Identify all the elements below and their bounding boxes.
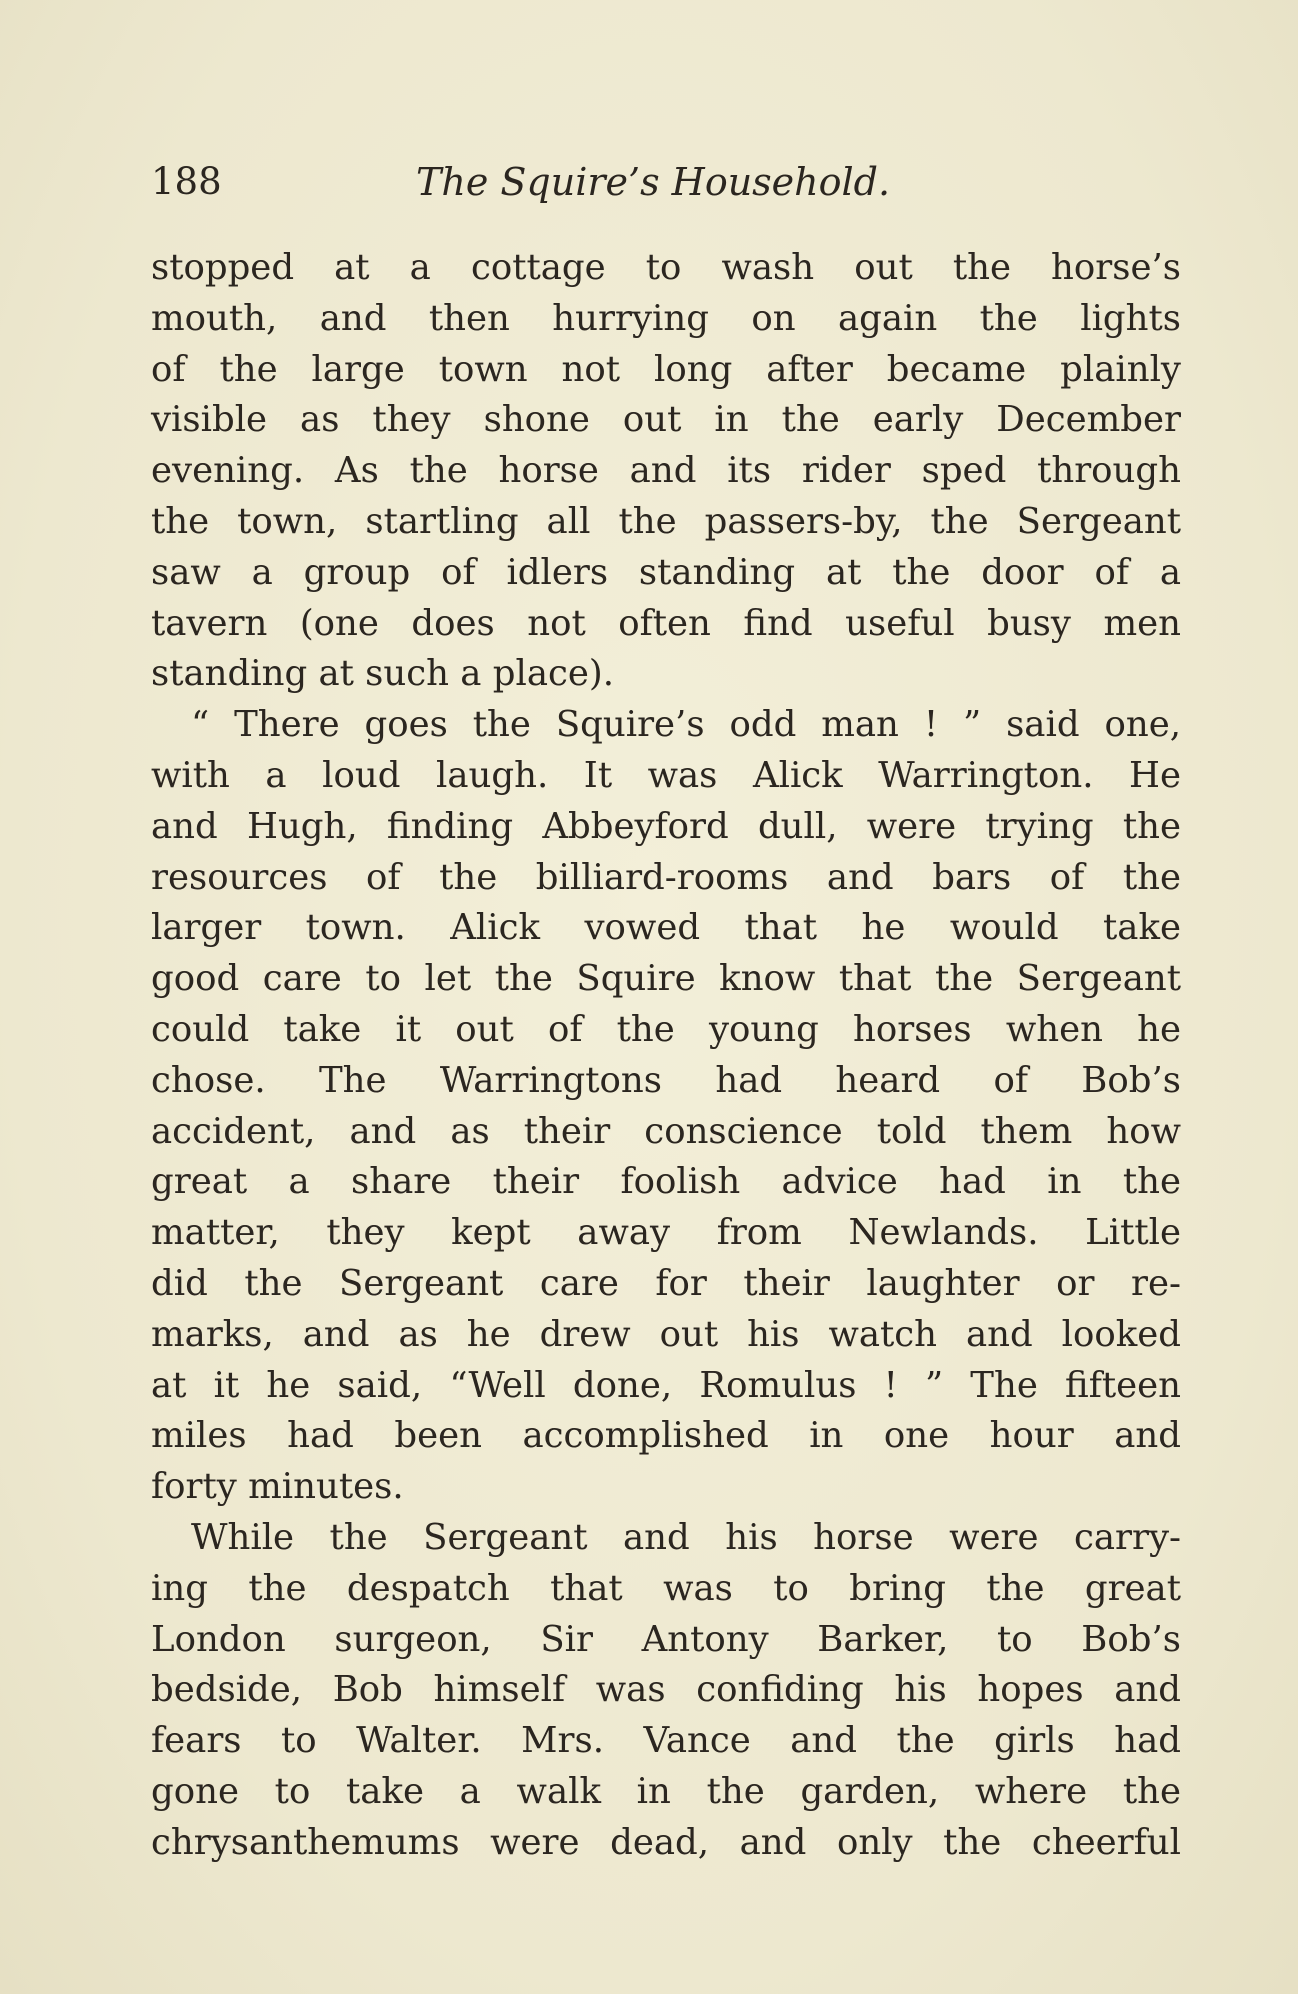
text-line: accident, and as their conscience told them how	[151, 1110, 1181, 1152]
text-line: tavern (one does not often find useful busy men	[151, 602, 1181, 644]
text-line: fears to Walter. Mrs. Vance and the girls had	[151, 1720, 1181, 1762]
text-line: great a share their foolish advice had in the	[151, 1161, 1181, 1203]
text-line: mouth, and then hurrying on again the lights	[151, 297, 1181, 339]
text-line: saw a group of idlers standing at the door of a	[151, 551, 1181, 593]
text-line: gone to take a walk in the garden, where the	[151, 1770, 1181, 1812]
body-text	[151, 243, 1181, 1869]
running-title: The Squire’s Household.	[416, 160, 891, 204]
text-line: London surgeon, Sir Antony Barker, to Bob’s	[151, 1618, 1181, 1660]
page-header	[151, 152, 1181, 212]
text-line: chrysanthemums were dead, and only the cheerful	[151, 1821, 1181, 1863]
text-line: resources of the billiard-rooms and bars of the	[151, 856, 1181, 898]
text-line: of the large town not long after became plainly	[151, 348, 1181, 390]
text-line: did the Sergeant care for their laughter or re-	[151, 1262, 1181, 1304]
text-line: While the Sergeant and his horse were carry-	[191, 1516, 1181, 1558]
text-line: bedside, Bob himself was confiding his hopes and	[151, 1669, 1181, 1711]
text-line: visible as they shone out in the early December	[151, 399, 1181, 441]
text-line: miles had been accomplished in one hour and	[151, 1415, 1181, 1457]
text-line: matter, they kept away from Newlands. Little	[151, 1212, 1181, 1254]
text-line: evening. As the horse and its rider sped through	[151, 450, 1181, 492]
text-line: and Hugh, finding Abbeyford dull, were trying the	[151, 805, 1181, 847]
text-line: the town, startling all the passers-by, the Sergeant	[151, 500, 1181, 542]
text-line: ing the despatch that was to bring the great	[151, 1567, 1181, 1609]
text-line: stopped at a cottage to wash out the horse’s	[151, 247, 1181, 288]
text-line: marks, and as he drew out his watch and looked	[151, 1313, 1181, 1355]
text-line: could take it out of the young horses when he	[151, 1008, 1181, 1050]
text-line: standing at such a place).	[151, 653, 615, 695]
text-line: good care to let the Squire know that the Sergeant	[151, 958, 1181, 1000]
page-number: 188	[151, 160, 222, 203]
text-line: “ There goes the Squire’s odd man ! ” said one,	[191, 704, 1181, 746]
text-line: forty minutes.	[151, 1466, 404, 1508]
text-line: with a loud laugh. It was Alick Warrington. He	[151, 754, 1181, 796]
text-line: larger town. Alick vowed that he would take	[151, 907, 1181, 949]
text-line: chose. The Warringtons had heard of Bob’s	[151, 1059, 1181, 1101]
text-line: at it he said, “Well done, Romulus ! ” The fifteen	[151, 1364, 1181, 1406]
